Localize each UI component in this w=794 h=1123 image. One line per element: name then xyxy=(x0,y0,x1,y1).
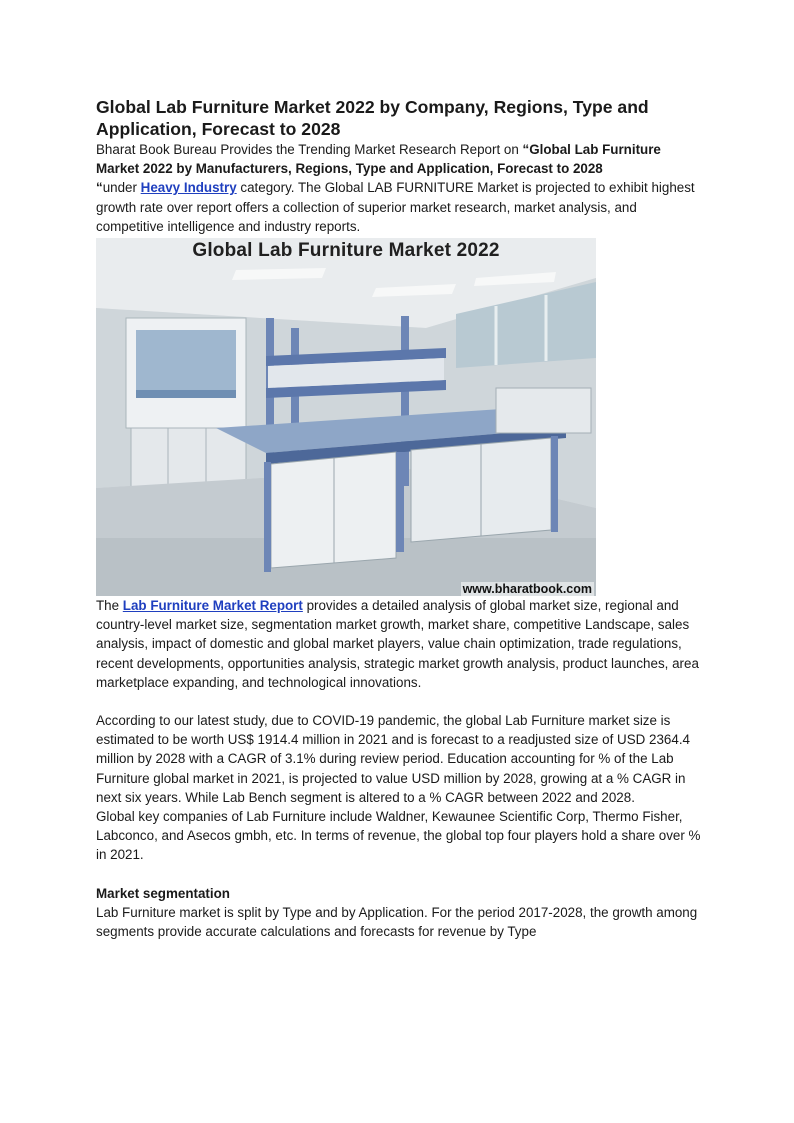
image-title: Global Lab Furniture Market 2022 xyxy=(192,240,500,262)
intro-text-3: category. The Global LAB FURNITURE Market is projected to exhibit highest growth rate over report offers a collection of superior market research, market analysis, and competitive intelligence and industry reports. xyxy=(96,180,695,234)
document-page xyxy=(96,96,706,941)
intro-text-1: Bharat Book Bureau Provides the Trending Market Research Report on xyxy=(96,142,523,157)
paragraph-spacer xyxy=(96,865,706,884)
key-companies-paragraph: Global key companies of Lab Furniture include Waldner, Kewaunee Scientific Corp, Thermo Fisher, Labconco, and Asecos gmbh, etc. In terms of revenue, the global top four players hold a share over % in 2021. xyxy=(96,809,701,863)
intro-close-quote: “ xyxy=(96,180,103,196)
report-text-1: The xyxy=(96,598,123,614)
article-title: Global Lab Furniture Market 2022 by Company, Regions, Type and Application, Forecast to 2028 xyxy=(96,97,649,139)
report-text-2: provides a detailed analysis of global market size, regional and country-level market size, segmentation market growth, market share, competitive Landscape, sales analysis, impact of domestic and global market players, value chain optimization, trade regulations, recent developments, opportunities analysis, strategic market growth analysis, product launches, area marketplace expanding, and technological innovations. xyxy=(96,598,699,690)
lab-furniture-report-link[interactable]: Lab Furniture Market Report xyxy=(122,598,303,614)
intro-paragraph xyxy=(96,140,706,236)
segmentation-paragraph: Lab Furniture market is split by Type and by Application. For the period 2017-2028, the growth among segments provide accurate calculations and forecasts for revenue by Type xyxy=(96,904,698,940)
lab-furniture-image xyxy=(96,238,596,596)
heavy-industry-link[interactable]: Heavy Industry xyxy=(140,180,237,196)
intro-text-2: under xyxy=(102,180,141,196)
report-paragraph xyxy=(96,596,706,692)
image-watermark: www.bharatbook.com xyxy=(462,582,592,597)
intro-open-quote: “ xyxy=(522,142,530,157)
market-size-paragraph: According to our latest study, due to COVID-19 pandemic, the global Lab Furniture market size is estimated to be worth US$ 1914.4 million in 2021 and is forecast to a readjusted size of USD 2364.4 million by 2028 with a CAGR of 3.1% during review period. Education accounting for % of the Lab Furniture global market in 2021, is projected to value USD million by 2028, growing at a % CAGR in next six years. While Lab Bench segment is altered to a % CAGR between 2022 and 2028. xyxy=(96,713,690,805)
intro-report-title: Global Lab Furniture Market 2022 by Manufacturers, Regions, Type and Application, Forecast to 2028 xyxy=(96,142,661,177)
paragraph-spacer xyxy=(96,692,706,711)
segmentation-heading: Market segmentation xyxy=(96,885,230,901)
lab-scene-illustration xyxy=(96,238,596,596)
